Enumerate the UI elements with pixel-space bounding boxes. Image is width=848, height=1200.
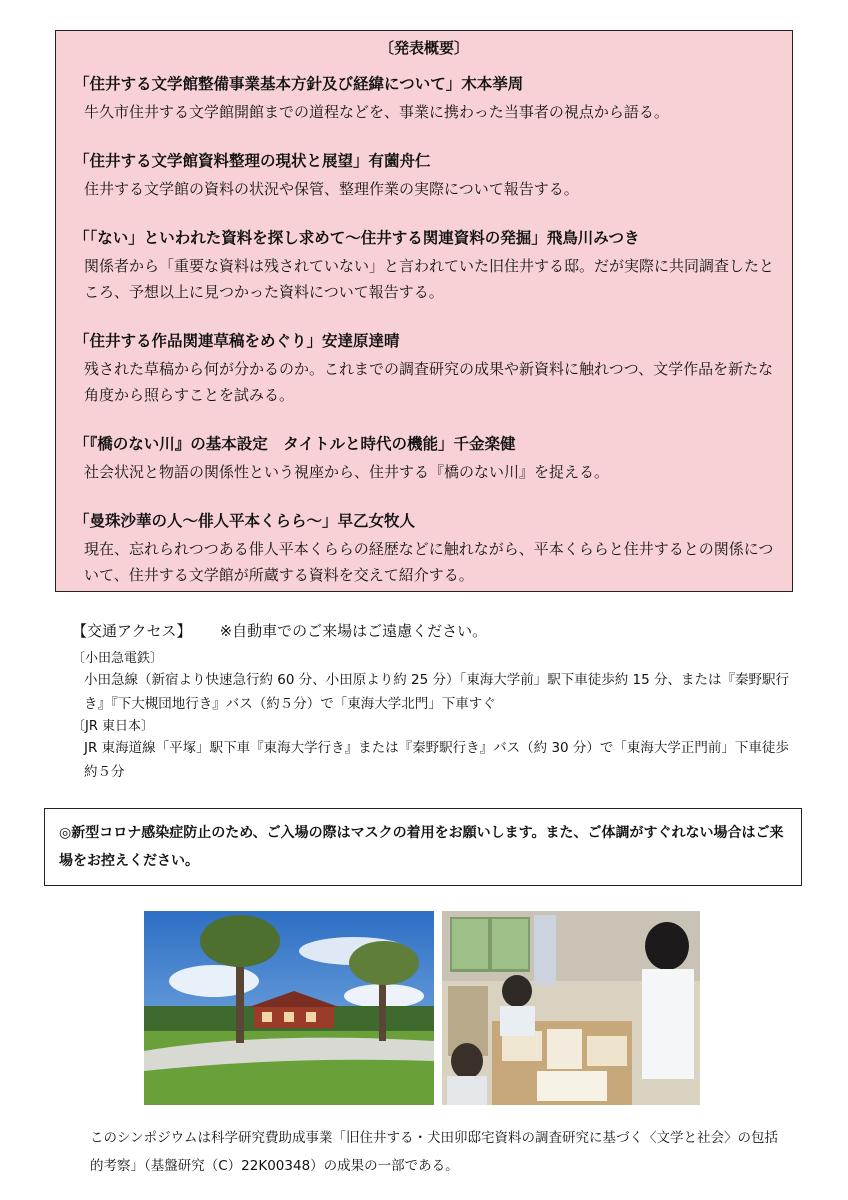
- talk-title: 「住井する作品関連草稿をめぐり」安達原達晴: [74, 332, 400, 350]
- jr-directions: JR 東海道線「平塚」駅下車『東海大学行き』または『秦野駅行き』バス（約 30 分）で「東海大学正門前」下車徒歩約５分: [84, 740, 789, 780]
- jr-label: 〔JR 東日本〕: [72, 719, 154, 734]
- talk-item: [74, 330, 774, 408]
- talk-description: 残された草稿から何が分かるのか。これまでの調査研究の成果や新資料に触れつつ、文学作品を新たな角度から照らすことを試みる。: [84, 360, 774, 404]
- talk-description: 関係者から「重要な資料は残されていない」と言われていた旧住井する邸。だが実際に共同調査したところ、予想以上に見つかった資料について報告する。: [84, 257, 775, 301]
- talk-title: 「曼珠沙華の人～俳人平本くらら～」早乙女牧人: [74, 512, 416, 530]
- talk-item: [74, 150, 774, 202]
- talk-description: 社会状況と物語の関係性という視座から、住井する『橋のない川』を捉える。: [84, 463, 610, 481]
- access-heading-row: [72, 620, 792, 642]
- talk-title: 「住井する文学館資料整理の現状と展望」有薗舟仁: [74, 152, 431, 170]
- talk-description: 牛久市住井する文学館開館までの道程などを、事業に携わった当事者の視点から語る。: [84, 103, 669, 121]
- talk-description: 現在、忘れられつつある俳人平本くららの経歴などに触れながら、平本くららと住井するとの関係について、住井する文学館が所蔵する資料を交えて紹介する。: [84, 540, 774, 584]
- archive-research-photo: [442, 911, 700, 1105]
- funding-footer: このシンポジウムは科学研究費助成事業「旧住井する・犬田卯邸宅資料の調査研究に基づく〈文学と社会〉の包括的考察」（基盤研究（C）22K00348）の成果の一部である。: [90, 1130, 779, 1174]
- talk-item: [74, 510, 774, 588]
- talk-item: [74, 433, 774, 485]
- odakyu-directions: 小田急線（新宿より快速急行約 60 分、小田原より約 25 分）「東海大学前」駅下車徒歩約 15 分、または『秦野駅行き』『下大槻団地行き』バス（約５分）で「東海大学北門」下車すぐ: [84, 672, 790, 712]
- access-note: ※自動車でのご来場はご遠慮ください。: [219, 622, 488, 640]
- covid-notice: ◎新型コロナ感染症防止のため、ご入場の際はマスクの着用をお願いします。また、ご体調がすぐれない場合はご来場をお控えください。: [44, 808, 802, 886]
- museum-building-photo: [144, 911, 434, 1105]
- talk-description: 住井する文学館の資料の状況や保管、整理作業の実際について報告する。: [84, 180, 579, 198]
- access-heading: 【交通アクセス】: [72, 622, 192, 640]
- talk-item: [74, 227, 774, 305]
- summary-heading: 〔発表概要〕: [378, 39, 469, 57]
- talk-title: 「「ない」といわれた資料を探し求めて～住井する関連資料の発掘」飛鳥川みつき: [74, 229, 640, 247]
- talk-title: 「『橋のない川』の基本設定 タイトルと時代の機能」千金楽健: [74, 435, 516, 453]
- access-section: [72, 620, 792, 784]
- summary-box: [55, 30, 793, 592]
- odakyu-label: 〔小田急電鉄〕: [72, 651, 164, 666]
- talk-title: 「住井する文学館整備事業基本方針及び経緯について」木本挙周: [74, 75, 524, 93]
- talk-item: [74, 73, 774, 125]
